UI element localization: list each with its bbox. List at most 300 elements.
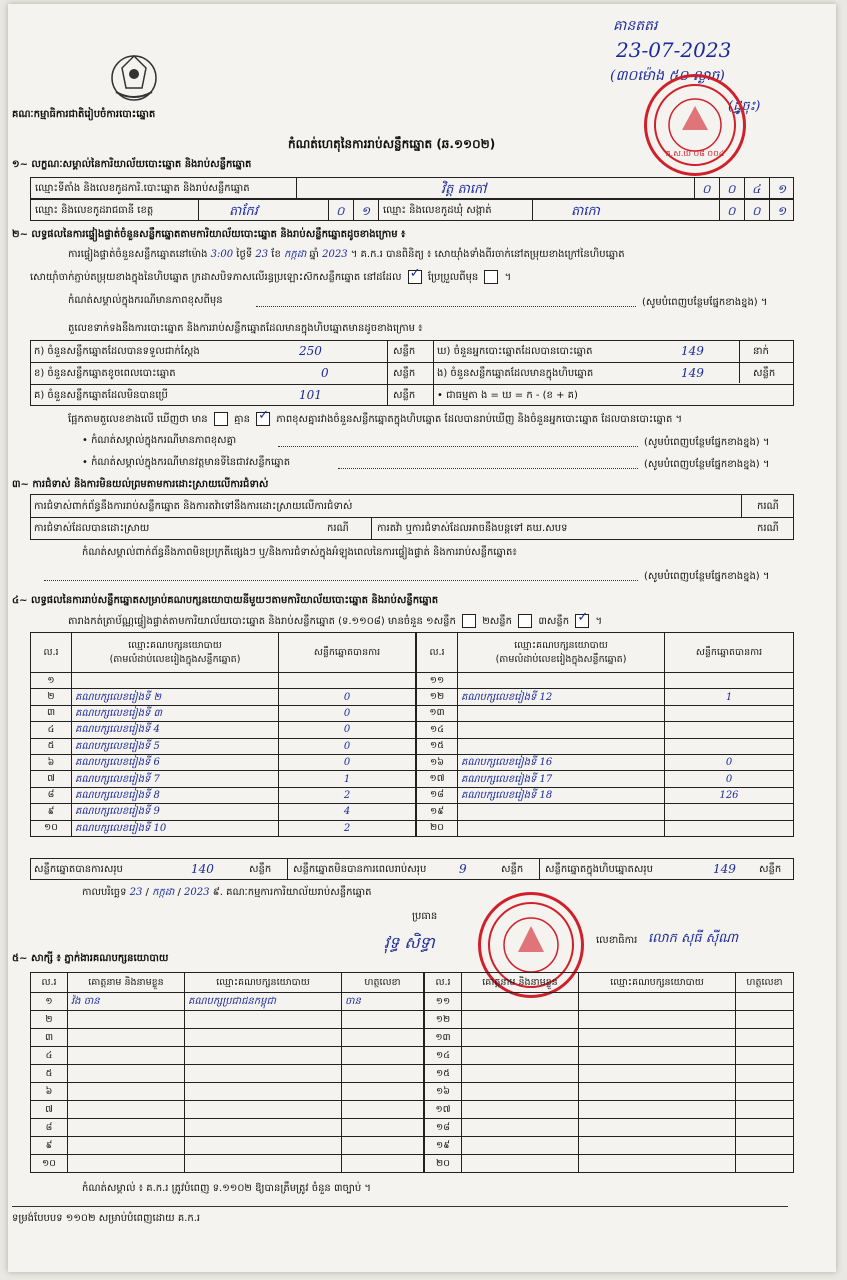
witness-row-number: ៤: [31, 1047, 68, 1065]
valid-votes-cell[interactable]: 0: [279, 738, 416, 754]
party-name-cell[interactable]: គណបក្សលេខរៀងទី 18: [458, 787, 665, 803]
witness-name-cell[interactable]: [68, 1119, 185, 1137]
witness-party-cell[interactable]: [579, 993, 736, 1011]
total-invalid-label: សន្លឹកឆ្នោតមិនបានការពេលរាប់សរុប: [293, 864, 427, 875]
date-day[interactable]: 23: [129, 887, 143, 898]
objection-table: [30, 494, 794, 540]
section1-row1: [30, 177, 794, 199]
row-number: ១៦: [417, 754, 458, 770]
same-checkbox[interactable]: [408, 270, 422, 284]
valid-votes-cell[interactable]: 0: [279, 705, 416, 721]
row-number: ១៨: [417, 787, 458, 803]
table-row: [425, 1119, 794, 1137]
results-table-right: [416, 632, 794, 837]
row-number: ១: [31, 673, 72, 689]
valid-votes-cell[interactable]: [665, 673, 794, 689]
witness-party-cell[interactable]: [579, 1155, 736, 1173]
form-footer: ទម្រង់បែបបទ ១១០២ សម្រាប់បំពេញដោយ គ.ក.រ: [12, 1213, 201, 1224]
table-row: [31, 722, 416, 738]
in-box-value[interactable]: 149: [681, 366, 704, 380]
party-name-cell[interactable]: គណបក្សលេខរៀងទី 5: [72, 738, 279, 754]
valid-votes-cell[interactable]: [279, 673, 416, 689]
witness-name-cell[interactable]: [68, 1047, 185, 1065]
location-code-3: ៤: [752, 182, 761, 196]
fill-hint-2: (សូមបំពេញបន្ថែមផ្នែកខាងខ្នង) ។: [644, 437, 770, 448]
row-number: ៧: [31, 771, 72, 787]
witness-col-name-right: គោត្តនាម និងនាមខ្លួន: [462, 973, 579, 993]
objection-row2b-unit: ករណី: [757, 523, 779, 534]
province-code-1: ០: [336, 204, 345, 218]
verify-year[interactable]: 2023: [322, 249, 348, 260]
witness-name-cell[interactable]: វ៉ង ចាន: [68, 993, 185, 1011]
witness-sign-cell[interactable]: [736, 1029, 794, 1047]
received-label: ក) ចំនួនសន្លឹកឆ្នោតដែលបានទទួលជាក់ស្តែង: [34, 346, 200, 357]
spoiled-label: ខ) ចំនួនសន្លឹកឆ្នោតខូចពេលបោះឆ្នោត: [34, 368, 176, 379]
table-row: [31, 993, 424, 1011]
bullet-difference-line[interactable]: [278, 446, 638, 447]
witness-row-number: ១: [31, 993, 68, 1011]
date-signatory: ៩. គណៈកម្មការការិយាល័យរាប់សន្លឹកឆ្នោត: [212, 887, 372, 898]
voters-value[interactable]: 149: [681, 344, 704, 358]
in-box-unit: សន្លឹក: [753, 368, 776, 379]
witness-sign-cell[interactable]: [342, 1119, 424, 1137]
form-sheet: [8, 4, 836, 1272]
location-code-4: ១: [777, 182, 787, 196]
results-table-left: [30, 632, 416, 837]
location-code-1: ០: [702, 182, 711, 196]
authority-name: គណៈកម្មាធិការជាតិរៀបចំការបោះឆ្នោត: [12, 109, 156, 120]
in-box-label: ង) ចំនួនសន្លឹកឆ្នោតដែលមានក្នុងហិបឆ្នោត: [437, 368, 594, 379]
witness-name-cell[interactable]: [68, 1155, 185, 1173]
witness-row-number: ១៥: [425, 1065, 462, 1083]
table-row: [31, 1065, 424, 1083]
witness-row-number: ១៨: [425, 1119, 462, 1137]
footnote: កំណត់សម្គាល់ ៖ គ.ក.រ ត្រូវបំពេញ ទ.១១០២ ឱ្យបានត្រឹមត្រូវ ចំនួន ៣ច្បាប់ ។: [82, 1183, 371, 1194]
location-label: ឈ្មោះទីតាំង និងលេខកូដការិ.បោះឆ្នោត និងរាប់សន្លឹកឆ្នោត: [35, 183, 250, 194]
handwritten-note-3: (៣០ម៉ោង ៥០ ល្ងាច): [610, 68, 725, 84]
valid-votes-cell[interactable]: [665, 738, 794, 754]
handwritten-note-4: (ដូ្វចុះ): [728, 99, 761, 114]
witness-sign-cell[interactable]: [342, 1047, 424, 1065]
witness-sign-cell[interactable]: [736, 1119, 794, 1137]
witness-sign-cell[interactable]: [342, 1083, 424, 1101]
verify-time-label: ការផ្ទៀងផ្ទាត់ចំនួនសន្លឹកឆ្នោតនៅម៉ោង: [68, 249, 208, 260]
verify-day[interactable]: 23: [255, 249, 269, 260]
fill-hint-4: (សូមបំពេញបន្ថែមផ្នែកខាងខ្នង) ។: [644, 571, 770, 582]
witness-party-cell[interactable]: [579, 1011, 736, 1029]
party-name-cell[interactable]: គណបក្សលេខរៀងទី 6: [72, 754, 279, 770]
has-difference-checkbox[interactable]: [214, 412, 228, 426]
bullet-presence-line[interactable]: [338, 468, 638, 469]
table-row: [31, 689, 416, 705]
witness-table-left: [30, 972, 424, 1173]
row-number: ១៤: [417, 722, 458, 738]
totals-row: [30, 858, 794, 880]
valid-votes-cell[interactable]: 2: [279, 820, 416, 836]
witness-col-name: គោត្តនាម និងនាមខ្លួន: [68, 973, 185, 993]
witness-party-cell[interactable]: [579, 1065, 736, 1083]
party-name-cell[interactable]: [458, 804, 665, 820]
section3-title: ៣~ ការជំទាស់ និងការមិនយល់ព្រមតាមការដោះស្រាយលើការជំទាស់: [12, 479, 269, 490]
party-name-cell[interactable]: [72, 673, 279, 689]
location-code-2: ០: [727, 182, 736, 196]
party-name-cell[interactable]: គណបក្សលេខរៀងទី 10: [72, 820, 279, 836]
witness-name-cell[interactable]: [462, 1083, 579, 1101]
table-row: [31, 771, 416, 787]
witness-name-cell[interactable]: [462, 1047, 579, 1065]
witness-party-cell[interactable]: [185, 1047, 342, 1065]
province-value[interactable]: តាកែវ: [229, 204, 258, 219]
table-row: [417, 738, 794, 754]
commune-label: ឈ្មោះ និងលេខកូដឃុំ សង្កាត់: [383, 205, 492, 216]
commune-value[interactable]: តាកោ: [571, 204, 600, 219]
date-line: កាលបរិច្ឆេទ 23 / កក្កដា / 2023 ៩. គណៈកម្មការការិយាល័យរាប់សន្លឹកឆ្នោត: [82, 887, 372, 898]
row-number: ១៣: [417, 705, 458, 721]
difference-label: ផ្អែកតាមតួលេខខាងលើ ឃើញថា មាន: [68, 414, 208, 425]
valid-votes-cell[interactable]: 0: [279, 689, 416, 705]
total-valid-unit: សន្លឹក: [249, 864, 272, 875]
three-sheet-checkbox[interactable]: [575, 614, 589, 628]
valid-votes-cell[interactable]: [665, 804, 794, 820]
col-votes: សន្លឹកឆ្នោតបានការ: [279, 633, 416, 673]
table-row: [417, 705, 794, 721]
witness-sign-cell[interactable]: [342, 1065, 424, 1083]
witness-party-cell[interactable]: គណបក្សប្រជាជនកម្ពុជា: [185, 993, 342, 1011]
table-row: [425, 1011, 794, 1029]
party-name-cell[interactable]: គណបក្សលេខរៀងទី 4: [72, 722, 279, 738]
total-box-label: សន្លឹកឆ្នោតក្នុងហិបឆ្នោតសរុប: [545, 864, 653, 875]
witness-name-cell[interactable]: [68, 1029, 185, 1047]
witness-name-cell[interactable]: [462, 1065, 579, 1083]
sheet-count-label: តារាងកត់ត្រាប័ណ្ណផ្ទៀងផ្ទាត់តាមការិយាល័យបោះឆ្នោត និងរាប់សន្លឹកឆ្នោត (ទ.១១០៨) មានចំនួន ១សន្លឹក: [68, 616, 456, 627]
col-party-title: ឈ្មោះគណបក្សនយោបាយ: [128, 639, 222, 651]
witness-party-cell[interactable]: [185, 1155, 342, 1173]
difference-line: [68, 412, 682, 426]
valid-votes-cell[interactable]: [665, 820, 794, 836]
row-number: ៩: [31, 804, 72, 820]
section1-title: ១~ លក្ខណៈសម្គាល់នៃការិយាល័យបោះឆ្នោត និងរាប់សន្លឹកឆ្នោត: [12, 159, 252, 170]
date-label: កាលបរិច្ឆេទ: [82, 887, 127, 898]
province-label: ឈ្មោះ និងលេខកូដរាជធានី ខេត្ត: [35, 205, 154, 216]
received-unit: សន្លឹក: [393, 346, 416, 357]
valid-votes-cell[interactable]: 1: [665, 689, 794, 705]
table-row: [417, 689, 794, 705]
total-invalid-unit: សន្លឹក: [501, 864, 524, 875]
witness-sign-cell[interactable]: [736, 1011, 794, 1029]
witness-col-no-right: ល.រ: [425, 973, 462, 993]
witness-row-number: ២០: [425, 1155, 462, 1173]
witness-name-cell[interactable]: [68, 1065, 185, 1083]
unused-label: គ) ចំនួនសន្លឹកឆ្នោតដែលមិនបានប្រើ: [34, 390, 168, 401]
formula-note: • ជាធម្មតា ង = ឃ = ក - (ខ + គ): [437, 390, 578, 401]
witness-row-number: ៣: [31, 1029, 68, 1047]
total-box-value[interactable]: 149: [713, 862, 736, 876]
table-row: [31, 1047, 424, 1065]
witness-party-cell[interactable]: [579, 1029, 736, 1047]
table-row: [31, 1083, 424, 1101]
party-name-cell[interactable]: [458, 705, 665, 721]
total-box-unit: សន្លឹក: [759, 864, 782, 875]
table-row: [417, 820, 794, 836]
witness-party-cell[interactable]: [185, 1101, 342, 1119]
irregularity-note-line[interactable]: [44, 580, 638, 581]
total-valid-label: សន្លឹកឆ្នោតបានការសរុប: [34, 864, 123, 875]
voters-label: ឃ) ចំនួនអ្នកបោះឆ្នោតដែលបានបោះឆ្នោត: [437, 346, 593, 357]
difference-note-line[interactable]: [256, 306, 636, 307]
witness-row-number: ៧: [31, 1101, 68, 1119]
valid-votes-cell[interactable]: 1: [279, 771, 416, 787]
valid-votes-cell[interactable]: 0: [665, 771, 794, 787]
col-party-sub: (តាមលំដាប់លេខរៀងក្នុងសន្លឹកឆ្នោត): [109, 653, 241, 665]
objection-row2-unit: ករណី: [327, 523, 349, 534]
row-number: ១៧: [417, 771, 458, 787]
witness-sign-cell[interactable]: [736, 1155, 794, 1173]
witness-row-number: ១០: [31, 1155, 68, 1173]
verify-text: ។ គ.ក.រ បានពិនិត្យ ៖ សោយ៉ាំងទាំងពីរចាក់នៅតម្រុយខាងក្រៅនៃហិបឆ្នោត: [350, 249, 625, 260]
date-year[interactable]: 2023: [184, 887, 210, 898]
witness-sign-cell[interactable]: [736, 1065, 794, 1083]
row-number: ៨: [31, 787, 72, 803]
valid-votes-cell[interactable]: [665, 722, 794, 738]
valid-votes-cell[interactable]: 4: [279, 804, 416, 820]
witness-name-cell[interactable]: [462, 1101, 579, 1119]
party-name-cell[interactable]: [458, 673, 665, 689]
witness-name-cell[interactable]: [68, 1101, 185, 1119]
witness-party-cell[interactable]: [185, 1119, 342, 1137]
chair-label: ប្រធាន: [412, 911, 438, 922]
valid-votes-cell[interactable]: 0: [665, 754, 794, 770]
witness-party-cell[interactable]: [185, 1029, 342, 1047]
party-name-cell[interactable]: [458, 738, 665, 754]
national-emblem-icon: [108, 48, 160, 104]
table-row: [31, 738, 416, 754]
table-row: [31, 804, 416, 820]
witness-row-number: ២: [31, 1011, 68, 1029]
commune-code-3: ១: [777, 204, 787, 218]
secretary-name: លោក សុធី ស៊ីណា: [648, 931, 739, 946]
party-name-cell[interactable]: គណបក្សលេខរៀងទី ២: [72, 689, 279, 705]
witness-row-number: ៩: [31, 1137, 68, 1155]
witness-party-cell[interactable]: [185, 1137, 342, 1155]
witness-name-cell[interactable]: [462, 1011, 579, 1029]
party-name-cell[interactable]: គណបក្សលេខរៀងទី 7: [72, 771, 279, 787]
fill-hint-1: (សូមបំពេញបន្ថែមផ្នែកខាងខ្នង) ។: [642, 297, 768, 308]
table-row: [31, 820, 416, 836]
witness-col-sign-right: ហត្ថលេខា: [736, 973, 794, 993]
difference-note-label: កំណត់សម្គាល់ក្នុងករណីមានភាពខុសពីមុន: [68, 295, 223, 306]
witness-sign-cell[interactable]: [736, 1047, 794, 1065]
witness-row-number: ៥: [31, 1065, 68, 1083]
unused-value[interactable]: 101: [299, 388, 322, 402]
col-party-title-right: ឈ្មោះគណបក្សនយោបាយ: [514, 639, 608, 651]
table-row: [425, 1047, 794, 1065]
witness-party-cell[interactable]: [185, 1011, 342, 1029]
row-number: ៦: [31, 754, 72, 770]
valid-votes-cell[interactable]: 126: [665, 787, 794, 803]
witness-party-cell[interactable]: [185, 1083, 342, 1101]
two-sheet-checkbox[interactable]: [518, 614, 532, 628]
secretary-label: លេខាធិការ: [596, 935, 638, 946]
section2-title: ២~ លទ្ធផលនៃការផ្ទៀងផ្ទាត់ចំនួនសន្លឹកឆ្នោតតាមការិយាល័យបោះឆ្នោត និងរាប់សន្លឹកឆ្នោតដូចខាងក្រោម ៖: [12, 229, 406, 240]
witness-col-party: ឈ្មោះគណបក្សនយោបាយ: [185, 973, 342, 993]
witness-row-number: ១១: [425, 993, 462, 1011]
irregularity-note: កំណត់សម្គាល់ពាក់ព័ន្ធនឹងភាពមិនប្រក្រតីផ្សេងៗ ឬ/និងការជំទាស់ក្នុងអំឡុងពេលនៃការផ្ទៀងផ្ទាត់ និងការរាប់សន្លឹកឆ្នោត៖: [82, 547, 517, 558]
witness-sign-cell[interactable]: [342, 1101, 424, 1119]
witness-name-cell[interactable]: [462, 1119, 579, 1137]
bullet-difference: • កំណត់សម្គាល់ក្នុងករណីមានភាពខុសគ្នា: [82, 435, 237, 446]
vote-count-table: [30, 340, 794, 406]
witness-party-cell[interactable]: [579, 1047, 736, 1065]
col-party-sub-right: (តាមលំដាប់លេខរៀងក្នុងសន្លឹកឆ្នោត): [495, 653, 627, 665]
witness-col-party-right: ឈ្មោះគណបក្សនយោបាយ: [579, 973, 736, 993]
chair-signature: វុទ្ធ សិទ្ធា: [384, 933, 435, 952]
witness-name-cell[interactable]: [68, 1011, 185, 1029]
col-party: [72, 633, 279, 673]
witness-sign-cell[interactable]: [736, 1137, 794, 1155]
table-row: [417, 787, 794, 803]
handwritten-note-1: គានតតរ: [613, 18, 658, 34]
date-month[interactable]: កក្កដា: [152, 887, 175, 898]
objection-row1-unit: ករណី: [757, 501, 779, 512]
witness-table-right: [424, 972, 794, 1173]
spoiled-unit: សន្លឹក: [393, 368, 416, 379]
witness-col-no: ល.រ: [31, 973, 68, 993]
row-number: ១៥: [417, 738, 458, 754]
table-row: [417, 754, 794, 770]
witness-sign-cell[interactable]: ចាន: [342, 993, 424, 1011]
verify-month-label: ខែ: [271, 249, 281, 260]
fill-hint-3: (សូមបំពេញបន្ថែមផ្នែកខាងខ្នង) ។: [644, 459, 770, 470]
witness-name-cell[interactable]: [68, 1137, 185, 1155]
valid-votes-cell[interactable]: 2: [279, 787, 416, 803]
changed-checkbox[interactable]: [484, 270, 498, 284]
witness-row-number: ១៤: [425, 1047, 462, 1065]
unused-unit: សន្លឹក: [393, 390, 416, 401]
table-row: [425, 1137, 794, 1155]
verify-month[interactable]: កក្កដា: [284, 249, 307, 260]
witness-party-cell[interactable]: [579, 1137, 736, 1155]
difference-text: ភាពខុសគ្នារវាងចំនួនសន្លឹកឆ្នោតក្នុងហិបឆ្នោត ដែលបានរាប់ឃើញ និងចំនួនអ្នកបោះឆ្នោត ដែលបានបោះឆ្នោត ។: [276, 414, 683, 425]
total-invalid-value[interactable]: 9: [459, 862, 467, 876]
page-title: កំណត់ហេតុនៃការរាប់សន្លឹកឆ្នោត (ឆ.១១០២): [288, 137, 496, 151]
party-name-cell[interactable]: គណបក្សលេខរៀងទី 9: [72, 804, 279, 820]
table-row: [31, 1029, 424, 1047]
table-row: [31, 1011, 424, 1029]
witness-sign-cell[interactable]: [342, 1155, 424, 1173]
witness-party-cell[interactable]: [579, 1083, 736, 1101]
witness-col-sign: ហត្ថលេខា: [342, 973, 424, 993]
witness-sign-cell[interactable]: [342, 1137, 424, 1155]
table-row: [425, 993, 794, 1011]
section4-title: ៤~ លទ្ធផលនៃការរាប់សន្លឹកឆ្នោតសម្រាប់គណបក្សនយោបាយនីមួយៗតាមការិយាល័យបោះឆ្នោត និងរាប់សន្លឹកឆ្នោត: [12, 595, 439, 606]
table-row: [31, 705, 416, 721]
witness-party-cell[interactable]: [185, 1065, 342, 1083]
witness-row-number: ១៩: [425, 1137, 462, 1155]
party-name-cell[interactable]: គណបក្សលេខរៀងទី ៣: [72, 705, 279, 721]
verify-year-label: ឆ្នាំ: [309, 249, 319, 260]
col-no: ល.រ: [31, 633, 72, 673]
no-difference-label: គ្មាន: [234, 414, 250, 425]
party-name-cell[interactable]: [458, 722, 665, 738]
valid-votes-cell[interactable]: [665, 705, 794, 721]
witness-party-cell[interactable]: [579, 1119, 736, 1137]
verify-time-line: [68, 248, 625, 261]
witness-sign-cell[interactable]: [342, 1029, 424, 1047]
party-name-cell[interactable]: គណបក្សលេខរៀងទី 12: [458, 689, 665, 705]
objection-row2b-label: ការតវ៉ា ឬការជំទាស់ដែលអាចនឹងបន្តទៅ គឃ.សបទ: [377, 523, 568, 534]
one-sheet-checkbox[interactable]: [462, 614, 476, 628]
table-row: [425, 1029, 794, 1047]
witness-sign-cell[interactable]: [342, 1011, 424, 1029]
witness-name-cell[interactable]: [462, 1155, 579, 1173]
table-row: [425, 1065, 794, 1083]
total-valid-value[interactable]: 140: [191, 862, 214, 876]
witness-name-cell[interactable]: [462, 1137, 579, 1155]
witness-sign-cell[interactable]: [736, 993, 794, 1011]
commune-code-1: ០: [727, 204, 736, 218]
witness-sign-cell[interactable]: [736, 1101, 794, 1119]
valid-votes-cell[interactable]: 0: [279, 754, 416, 770]
party-name-cell[interactable]: គណបក្សលេខរៀងទី 16: [458, 754, 665, 770]
table-row: [31, 1101, 424, 1119]
two-sheet-label: ២សន្លឹក: [482, 616, 512, 627]
witness-sign-cell[interactable]: [736, 1083, 794, 1101]
sheet-count-line: តារាងកត់ត្រាប័ណ្ណផ្ទៀងផ្ទាត់តាមការិយាល័យបោះឆ្នោត និងរាប់សន្លឹកឆ្នោត (ទ.១១០៨) មានចំនួន ១សន្លឹក ២សន្លឹក ៣សន្លឹក ✓ ។: [68, 614, 602, 628]
no-difference-checkbox[interactable]: [256, 412, 270, 426]
witness-name-cell[interactable]: [68, 1083, 185, 1101]
table-row: [31, 673, 416, 689]
table-row: [31, 754, 416, 770]
table-row: [417, 771, 794, 787]
table-row: [31, 1119, 424, 1137]
received-value[interactable]: 250: [299, 344, 322, 358]
table-row: [425, 1155, 794, 1173]
row-number: ២: [31, 689, 72, 705]
table-intro: តួលេខទាក់ទងនឹងការបោះឆ្នោត និងការរាប់សន្លឹកឆ្នោតដែលមានក្នុងហិបឆ្នោតមានដូចខាងក្រោម ៖: [68, 323, 423, 334]
row-number: ៥: [31, 738, 72, 754]
seal-line: សោយ៉ាំចាក់ភ្ជាប់តម្រុយខាងក្នុងនៃហិបឆ្នោត ក្រដាសបិទភាសលើរន្ធប្រឡោះស៊កសន្លឹកឆ្នោត នៅដដែល ✓ ប្រែប្រួលពីមុន ។: [30, 270, 511, 284]
table-row: [417, 722, 794, 738]
section5-title: ៥~ សាក្សី ៖ ភ្នាក់ងារគណបក្សនយោបាយ: [12, 953, 169, 964]
witness-name-cell[interactable]: [462, 993, 579, 1011]
row-number: ៤: [31, 722, 72, 738]
witness-party-cell[interactable]: [579, 1101, 736, 1119]
witness-name-cell[interactable]: [462, 1029, 579, 1047]
table-row: [417, 673, 794, 689]
table-row: [425, 1101, 794, 1119]
handwritten-note-2: 23-07-2023: [616, 38, 732, 62]
row-number: ១១: [417, 673, 458, 689]
valid-votes-cell[interactable]: 0: [279, 722, 416, 738]
official-stamp-top: [644, 74, 746, 176]
witness-row-number: ១៧: [425, 1101, 462, 1119]
witness-row-number: ១២: [425, 1011, 462, 1029]
verify-time[interactable]: 3:00: [210, 249, 234, 260]
location-value[interactable]: វិត្ត តាកៅ: [441, 182, 487, 197]
three-sheet-label: ៣សន្លឹក: [538, 616, 570, 627]
stamp-top-text: គ.ស.ឃ ០៨ ០០៤: [665, 149, 725, 158]
objection-row2-label: ការជំទាស់ដែលបានដោះស្រាយ: [34, 523, 150, 534]
province-code-2: ១: [361, 204, 371, 218]
commune-code-2: ០: [752, 204, 761, 218]
table-row: [425, 1083, 794, 1101]
party-name-cell[interactable]: គណបក្សលេខរៀងទី 17: [458, 771, 665, 787]
row-number: ១០: [31, 820, 72, 836]
party-name-cell[interactable]: គណបក្សលេខរៀងទី 8: [72, 787, 279, 803]
spoiled-value[interactable]: 0: [321, 366, 329, 380]
row-number: ២០: [417, 820, 458, 836]
party-name-cell[interactable]: [458, 820, 665, 836]
